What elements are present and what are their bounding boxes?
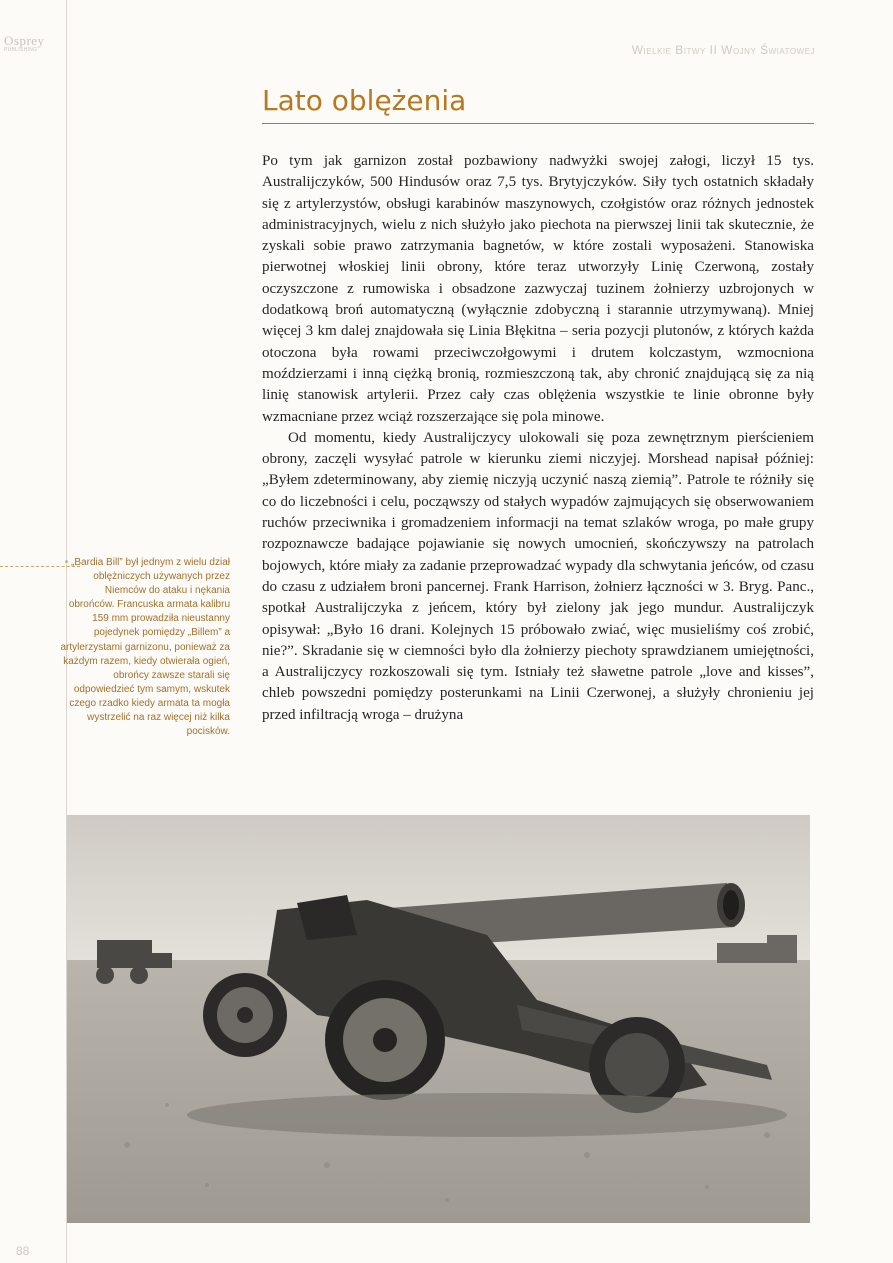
logo-sub-text: PUBLISHING [4,47,38,53]
publisher-logo [4,34,64,53]
caption-text: „Bardia Bill” był jednym z wielu dział oblężniczych używanych przez Niemców do ataku i nękania obrońców. Francuska armata kalibru 159 mm prowadziła nieustanny pojedynek pomiędzy „Billem” a artylerzystami garnizonu, ponieważ za każdym razem, kiedy otwierała ogień, obrońcy zawsze starali się odpowiedzieć tym samym, wskutek czego rzadko kiedy armata ta mogła wystrzelić na raz więcej niż kilka pocisków. [60,557,230,738]
running-head: Wielkie Bitwy II Wojny Światowej [631,43,815,57]
page-title: Lato oblężenia [262,84,467,117]
artillery-photo-illustration [67,815,810,1223]
page-number: 88 [16,1244,30,1258]
photo-caption [58,556,230,739]
logo-main-text: Osprey [4,33,45,48]
title-rule [262,123,814,124]
body-text [262,151,814,726]
paragraph-2: Od momentu, kiedy Australijczycy ulokowali się poza zewnętrznym pierścieniem obrony, zaczęli wysyłać patrole w kierunku ziemi niczyjej. Morshead napisał później: „Byłem zdeterminowany, aby ziemię niczyją uczynić naszą ziemią”. Patrole te różniły się co do liczebności i celu, począwszy od stałych wypadów zajmujących się obserwowaniem ruchów przeciwnika i gromadzeniem informacji na temat szlaków wroga, po małe grupy rozpoznawcze badające pojawianie się nowych umocnień, skończywszy na patrolach bojowych, które miały za zadanie przeprowadzać wypady dla schwytania jeńców, od czasu do czasu z udziałem broni pancernej. Frank Harrison, żołnierz łączności w 3. Bryg. Panc., spotkał Australijczyka z jeńcem, który był zielony jak jego mundur. Australijczyk opisywał: „Było 16 drani. Kolejnych 15 próbowało zwiać, więc musieliśmy coś zrobić, nie?”. Skradanie się w ciemności było dla żołnierzy piechoty sprawdzianem umiejętności, a Australijczycy rozkoszowali się tym. Istniały też sławetne patrole „love and kisses”, chleb powszedni pomiędzy posterunkami na Linii Czerwonej, a służyły chronieniu jej przed infiltracją wroga – drużyna [262,429,814,723]
artillery-photo [67,815,810,1223]
paragraph-1: Po tym jak garnizon został pozbawiony nadwyżki swojej załogi, liczył 15 tys. Australijczyków, 500 Hindusów oraz 7,5 tys. Brytyjczyków. Siły tych ostatnich składały się z artylerzystów, obsługi karabinów maszynowych, czołgistów oraz różnych jednostek administracyjnych, wielu z nich służyło jako piechota na pierwszej linii tak skutecznie, że zyskali sobie prawo zatrzymania bagnetów, w które zostali wyposażeni. Stanowiska pierwotnej włoskiej linii obrony, które teraz utworzyły Linię Czerwoną, zostały oczyszczone z rumowiska i obsadzone zazwyczaj tuzinem żołnierzy uzbrojonych w dodatkową broń automatyczną (wyłącznie zdobyczną i starannie utrzymywaną). Mniej więcej 3 km dalej znajdowała się Linia Błękitna – seria pozycji plutonów, z których każda otoczona była rowami przeciwczołgowymi i drutem kolczastym, wzmocniona moździerzami i inną ciężką bronią, rozmieszczoną tak, aby chronić znajdującą się za nią linię stanowisk artylerii. Przez cały czas oblężenia wszystkie te linie obronne były wzmacniane przez wciąż rozszerzające się pola minowe. [262,153,814,425]
caption-bullet-icon: • [64,557,72,568]
